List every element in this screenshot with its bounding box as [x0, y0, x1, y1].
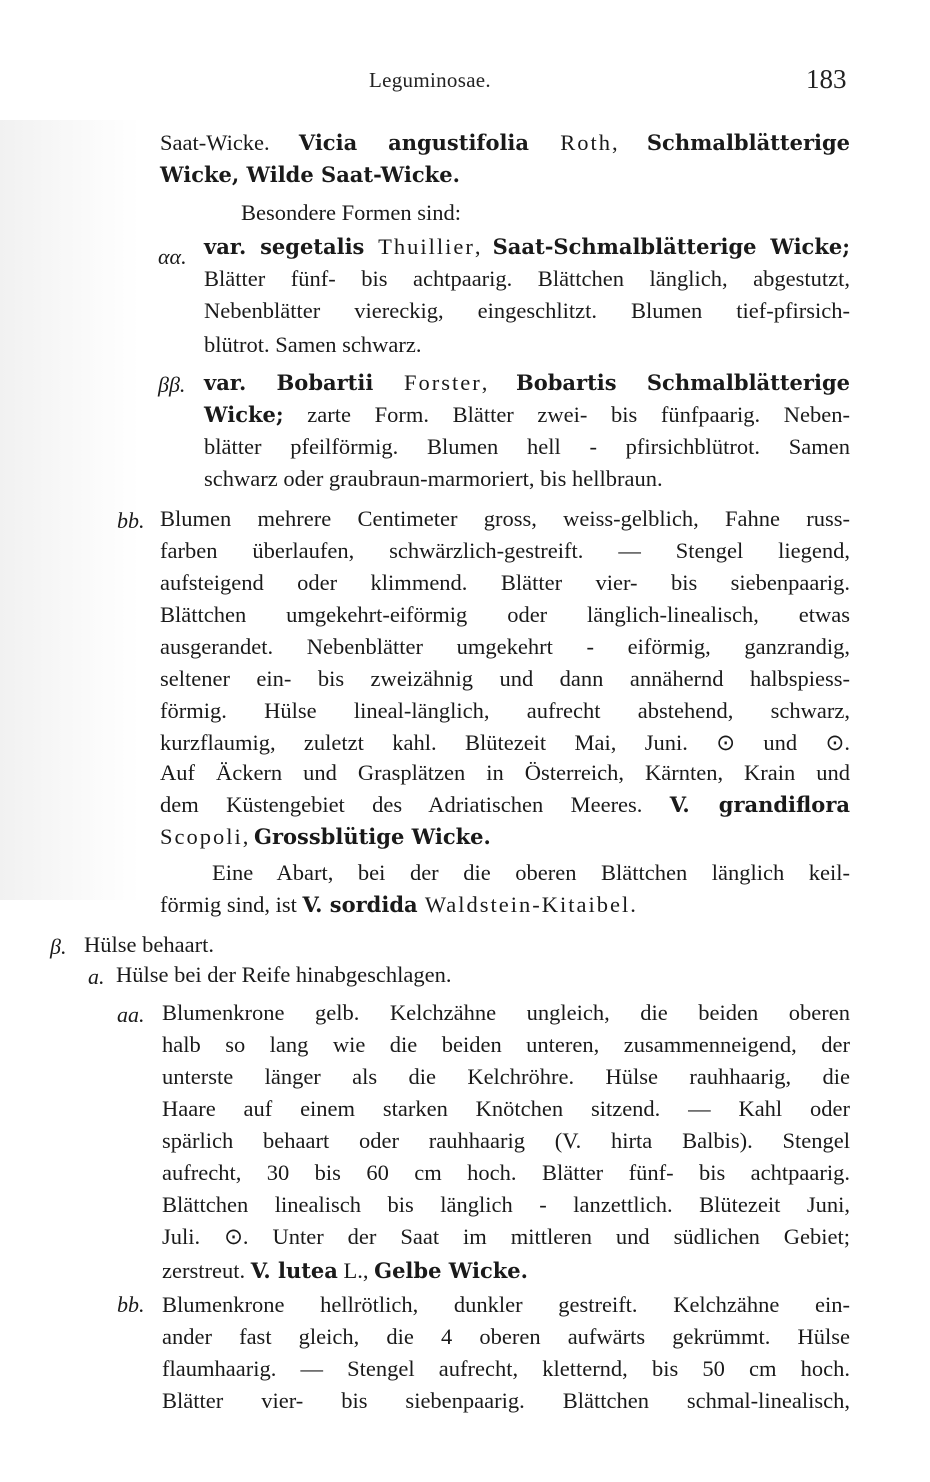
marker-bb: bb. [117, 1292, 145, 1317]
text-run: Auf Äckern und Grasplätzen in Österreich, Kärnten, Krain und [160, 760, 850, 785]
spaced-run: Roth [529, 130, 613, 155]
text-run: Blumen mehrere Centimeter gross, weiss-gelblich, Fahne russ- [160, 506, 850, 531]
text-run: flaumhaarig. — Stengel aufrecht, kletternd, bis 50 cm hoch. [162, 1356, 850, 1381]
text-run: spärlich behaart oder rauhhaarig (V. hirta Balbis). Stengel [162, 1128, 850, 1153]
text-run: schwarz oder graubraun-marmoriert, bis hellbraun. [204, 466, 663, 491]
text-line [162, 1222, 850, 1252]
bold-run: V. lutea [250, 1258, 338, 1283]
text-line [162, 998, 850, 1028]
text-run: Blättchen linealisch bis länglich - lanzettlich. Blütezeit Juni, [162, 1192, 850, 1217]
text-line [204, 296, 850, 326]
text-line [204, 330, 850, 360]
text-line [241, 198, 841, 228]
text-line [84, 930, 784, 960]
text-run: , [481, 370, 516, 395]
text-line [162, 1062, 850, 1092]
text-line [204, 368, 850, 398]
text-run: kurzflaumig, zuletzt kahl. Blütezeit Mai, Juni. ⊙ und ⊙. [160, 730, 850, 755]
text-line [160, 128, 850, 158]
text-run: Saat-Wicke. [160, 130, 299, 155]
text-run: unterste länger als die Kelchröhre. Hülse rauhhaarig, die [162, 1064, 850, 1089]
bold-run: Vicia angustifolia [298, 130, 530, 155]
page-header [0, 64, 930, 98]
text-line [204, 400, 850, 430]
text-run: farben überlaufen, schwärzlich-gestreift. — Stengel liegend, [160, 538, 850, 563]
spaced-run: Waldstein-Kitaibel [417, 892, 631, 917]
text-run: Blätter fünf- bis achtpaarig. Blättchen länglich, abgestutzt, [204, 266, 850, 291]
text-run: L., [337, 1258, 375, 1283]
marker-alpha-alpha: αα. [158, 244, 187, 269]
running-title: Leguminosae. [369, 68, 491, 92]
text-line [160, 822, 850, 852]
text-line [162, 1386, 850, 1416]
text-line [160, 632, 850, 662]
text-run: Eine Abart, bei der die oberen Blättchen länglich keil- [212, 860, 850, 885]
text-run: ander fast gleich, die 4 oberen aufwärts gekrümmt. Hülse [162, 1324, 850, 1349]
text-run: seltener ein- bis zweizähnig und dann annähernd halbspiess- [160, 666, 850, 691]
text-run: Haare auf einem starken Knötchen sitzend. — Kahl oder [162, 1096, 850, 1121]
bold-run: Grossblütige Wicke. [254, 824, 491, 849]
text-run: , [474, 234, 493, 259]
text-run: ausgerandet. Nebenblätter umgekehrt - eiförmig, ganzrandig, [160, 634, 850, 659]
bold-run: V. sordida [302, 892, 418, 917]
page-number: 183 [806, 64, 847, 94]
text-line [162, 1190, 850, 1220]
text-run: blätter pfeilförmig. Blumen hell - pfirsichblütrot. Samen [204, 434, 850, 459]
bold-run: Wicke; [204, 402, 284, 427]
marker-beta: β. [50, 934, 67, 959]
bold-run: Wicke, Wilde Saat-Wicke. [160, 162, 460, 187]
text-run: blütrot. Samen schwarz. [204, 332, 422, 357]
text-line [160, 758, 850, 788]
spaced-run: Forster [373, 370, 482, 395]
text-line [212, 858, 850, 888]
text-run: zarte Form. Blätter zwei- bis fünfpaarig. Neben- [283, 402, 850, 427]
text-run: förmig. Hülse lineal-länglich, aufrecht abstehend, schwarz, [160, 698, 850, 723]
text-run: Blätter vier- bis siebenpaarig. Blättchen schmal-linealisch, [162, 1388, 850, 1413]
text-run: Hülse behaart. [84, 932, 214, 957]
bold-run: Schmalblätterige [646, 130, 851, 155]
text-run: förmig sind, ist [160, 892, 303, 917]
text-run: zerstreut. [162, 1258, 251, 1283]
bold-run: Gelbe Wicke. [374, 1258, 528, 1283]
text-line [162, 1030, 850, 1060]
text-run: Juli. ⊙. Unter der Saat im mittleren und südlichen Gebiet; [162, 1224, 850, 1249]
text-run: , [242, 824, 255, 849]
bold-run: Bobartis Schmalblätterige [515, 370, 851, 395]
text-line [160, 504, 850, 534]
marker-aa: aa. [117, 1002, 145, 1027]
text-line [160, 890, 850, 920]
bold-run: var. segetalis [204, 234, 365, 259]
text-line [162, 1126, 850, 1156]
text-line [204, 232, 850, 262]
text-run: Blumenkrone hellrötlich, dunkler gestreift. Kelchzähne ein- [162, 1292, 850, 1317]
text-line [160, 664, 850, 694]
text-run: . [630, 892, 636, 917]
spaced-run: Scopoli [160, 824, 243, 849]
text-line [162, 1322, 850, 1352]
marker-a: a. [88, 964, 105, 989]
text-line [162, 1256, 850, 1286]
text-line [160, 696, 850, 726]
text-run: Blumenkrone gelb. Kelchzähne ungleich, die beiden oberen [162, 1000, 850, 1025]
text-line [116, 960, 816, 990]
spaced-run: Thuillier [364, 234, 475, 259]
text-line [160, 790, 850, 820]
text-line [204, 432, 850, 462]
text-line [160, 536, 850, 566]
text-line [160, 160, 850, 190]
bold-run: Saat-Schmalblätterige Wicke; [492, 234, 851, 259]
bold-run: V. grandiflora [669, 792, 850, 817]
marker-bb-outer: bb. [117, 508, 145, 533]
text-run: Hülse bei der Reife hinabgeschlagen. [116, 962, 452, 987]
bold-run: var. Bobartii [204, 370, 374, 395]
text-line [160, 600, 850, 630]
text-run: Blättchen umgekehrt-eiförmig oder länglich-linealisch, etwas [160, 602, 850, 627]
text-run: , [612, 130, 647, 155]
text-line [204, 464, 850, 494]
text-line [162, 1354, 850, 1384]
text-run: aufsteigend oder klimmend. Blätter vier- bis siebenpaarig. [160, 570, 850, 595]
text-run: aufrecht, 30 bis 60 cm hoch. Blätter fünf- bis achtpaarig. [162, 1160, 850, 1185]
text-run: Nebenblätter viereckig, eingeschlitzt. Blumen tief-pfirsich- [204, 298, 850, 323]
text-run: Besondere Formen sind: [241, 200, 461, 225]
marker-beta-beta: ββ. [158, 372, 186, 397]
text-line [160, 568, 850, 598]
text-line [160, 728, 850, 758]
text-line [162, 1094, 850, 1124]
text-run: dem Küstengebiet des Adriatischen Meeres. [160, 792, 670, 817]
text-line [162, 1290, 850, 1320]
text-line [162, 1158, 850, 1188]
text-line [204, 264, 850, 294]
text-run: halb so lang wie die beiden unteren, zusammenneigend, der [162, 1032, 850, 1057]
